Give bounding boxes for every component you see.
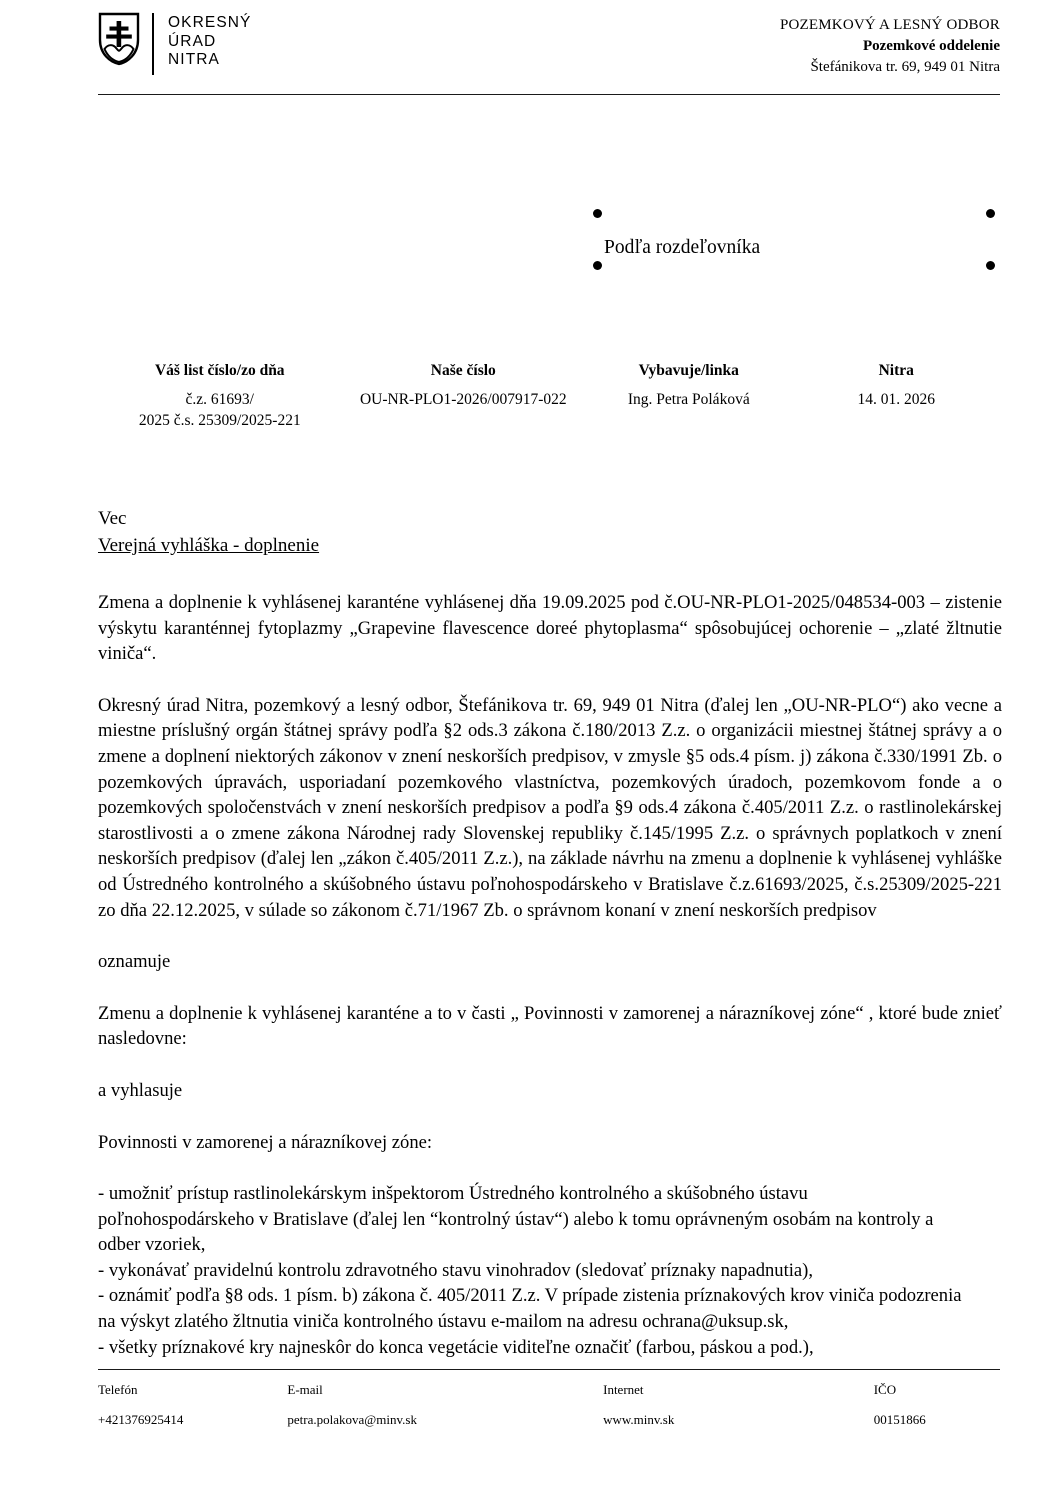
duties-heading: Povinnosti v zamorenej a nárazníkovej zóne:	[98, 1131, 433, 1153]
bullet-marker-top-left	[593, 209, 602, 218]
reference-header-row	[98, 362, 1000, 389]
department-block	[780, 15, 1000, 78]
footer-label-phone: Telefón	[98, 1382, 138, 1397]
slovak-coat-of-arms-icon	[98, 12, 140, 66]
duty-line: - všetky príznakové kry najneskôr do konca vegetácie viditeľne označiť (farbou, páskou a pod.),	[98, 1336, 814, 1358]
footer-label-internet: Internet	[603, 1382, 644, 1397]
department-name: POZEMKOVÝ A LESNÝ ODBOR	[779, 17, 1000, 33]
duty-line: poľnohospodárskeho v Bratislave (ďalej len “kontrolný ústav“) alebo k tomu oprávneným osobám na kontroly a	[98, 1208, 934, 1230]
value-our-number: OU-NR-PLO1-2026/007917-022	[359, 391, 567, 408]
paragraph-change: Zmenu a doplnenie k vyhlásenej karanténe a to v časti „ Povinnosti v zamorenej a nárazníkovej zóne“ , ktoré bude znieť nasledovne:	[98, 1002, 1002, 1050]
header-handled-by: Vybavuje/linka	[638, 362, 739, 379]
duty-line: na výskyt zlatého žltnutia viniča kontrolného ústavu e-mailom na adresu ochrana@uksup.sk,	[98, 1311, 789, 1333]
footer-divider	[98, 1369, 1000, 1370]
footer-internet-value: www.minv.sk	[603, 1412, 675, 1427]
org-line-1: OKRESNÝ	[168, 14, 252, 31]
org-line-3: NITRA	[168, 51, 220, 68]
footer-value-row	[98, 1412, 1000, 1428]
bullet-marker-bottom-left	[593, 261, 602, 270]
value-date: 14. 01. 2026	[857, 391, 935, 408]
footer-table	[98, 1382, 1000, 1428]
paragraph-announces: oznamuje	[98, 951, 171, 973]
duty-line: - vykonávať pravidelnú kontrolu zdravotného stavu vinohradov (sledovať príznaky napadnutia),	[98, 1259, 814, 1281]
footer-header-row	[98, 1382, 1000, 1412]
footer-email-value: petra.polakova@minv.sk	[287, 1412, 417, 1427]
subject-value: Verejná vyhláška - doplnenie	[98, 535, 320, 556]
duty-line: odber vzoriek,	[98, 1234, 206, 1256]
recipient-block	[590, 203, 1002, 283]
brand-divider	[152, 13, 154, 75]
footer-label-ico: IČO	[873, 1382, 897, 1397]
office-address: Štefánikova tr. 69, 949 01 Nitra	[810, 59, 1000, 75]
letter-body	[98, 506, 1002, 1360]
bullet-marker-bottom-right	[986, 261, 995, 270]
organization-name	[168, 14, 252, 70]
paragraph-declares: a vyhlasuje	[98, 1079, 183, 1101]
footer-label-email: E-mail	[287, 1382, 323, 1397]
reference-table	[98, 362, 1000, 431]
duty-line: - umožniť prístup rastlinolekárskym inšpektorom Ústredného kontrolného a skúšobného ústavu	[98, 1183, 808, 1205]
section-name: Pozemkové oddelenie	[862, 38, 1000, 54]
paragraph-legal-basis: Okresný úrad Nitra, pozemkový a lesný odbor, Štefánikova tr. 69, 949 01 Nitra (ďalej len „OU-NR-PLO“) ako vecne a miestne príslušný orgán štátnej správy podľa §2 ods.3 zákona č.180/2013 Z.z. o organizácii miestnej štátnej správy a o zmene a doplnení niektorých zákonov v znení neskorších predpisov, v zmysle §5 ods.4 písm. j) zákona č.330/1991 Zb. o pozemkových úpravách, usporiadaní pozemkového vlastníctva, pozemkových úradoch, pozemkovom fonde a o pozemkových spoločenstvách v znení neskorších predpisov a podľa §9 ods.4 zákona č.405/2011 Z.z. o rastlinolekárskej starostlivosti a o zmene zákona Národnej rady Slovenskej republiky č.145/1995 Z.z. o správnych poplatkoch v znení neskorších predpisov (ďalej len „zákon č.405/2011 Z.z.), na základe návrhu na zmenu a doplnenie k vyhlásenej vyhláške od Ústredného kontrolného a skúšobného ústavu poľnohospodárskeho v Bratislave č.z.61693/2025, č.s.25309/2025-221 zo dňa 22.12.2025, v súlade so zákonom č.71/1967 Zb. o správnom konaní v znení neskorších predpisov	[98, 694, 1002, 921]
org-line-2: ÚRAD	[168, 32, 217, 50]
duty-line: - oznámiť podľa §8 ods. 1 písm. b) zákona č. 405/2011 Z.z. V prípade zistenia príznakových krov viniča podozrenia	[98, 1285, 962, 1307]
header-divider	[98, 94, 1000, 95]
footer-block	[98, 1382, 1000, 1428]
duties-list	[98, 1181, 1002, 1360]
value-handled-by: Ing. Petra Poláková	[627, 391, 750, 408]
header-your-letter: Váš list číslo/zo dňa	[154, 362, 285, 379]
recipient-text: Podľa rozdeľovníka	[604, 237, 761, 258]
organization-brand	[98, 12, 252, 75]
value-your-letter	[98, 389, 342, 431]
subject-label: Vec	[98, 508, 127, 529]
reference-value-row	[98, 389, 1000, 431]
bullet-marker-top-right	[986, 209, 995, 218]
header-place: Nitra	[878, 362, 914, 379]
reference-block	[98, 362, 1000, 431]
footer-ico-value: 00151866	[873, 1412, 926, 1427]
your-letter-line-1: č.z. 61693/	[185, 391, 254, 408]
your-letter-line-2: 2025 č.s. 25309/2025-221	[138, 412, 301, 429]
header-our-number: Naše číslo	[430, 362, 496, 379]
paragraph-intro: Zmena a doplnenie k vyhlásenej karanténe vyhlásenej dňa 19.09.2025 pod č.OU-NR-PLO1-2025/048534-003 – zistenie výskytu karanténnej fytoplazmy „Grapevine flavescence doreé phytoplasma“ spôsobujúcej ochorenie – „zlaté žltnutie viniča“.	[98, 592, 1002, 665]
footer-phone-value: +421376925414	[98, 1412, 184, 1427]
letterhead	[98, 12, 1000, 88]
